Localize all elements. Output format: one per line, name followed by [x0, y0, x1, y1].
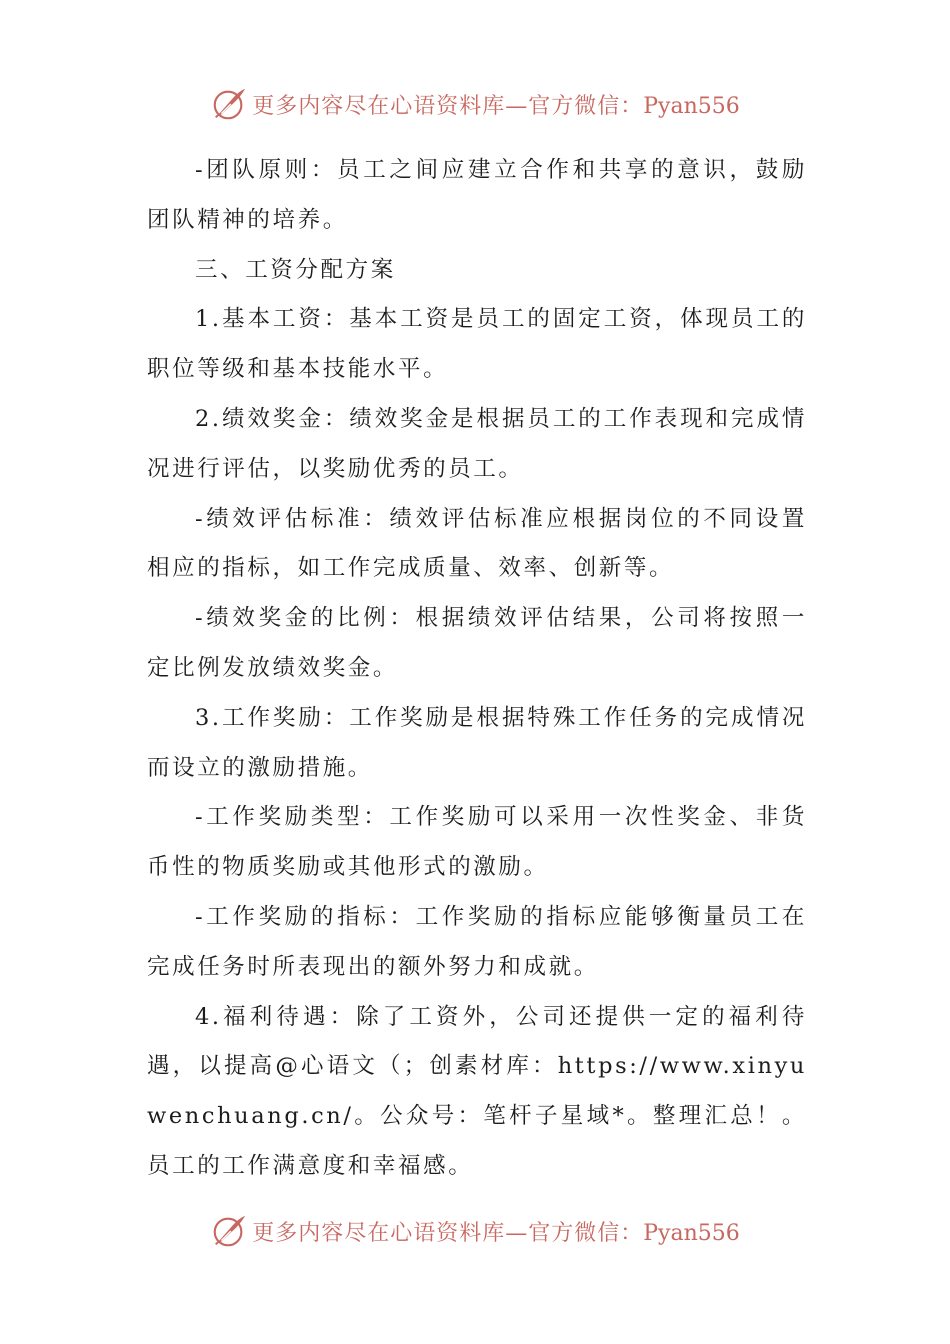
quill-logo-icon	[210, 85, 248, 123]
footer-banner	[0, 1209, 950, 1253]
document-body	[147, 146, 807, 1192]
paragraph-performance-criteria: -绩效评估标准：绩效评估标准应根据岗位的不同设置相应的指标，如工作完成质量、效率、创新等。	[147, 505, 807, 582]
header-wechat-label: 官方微信：	[528, 93, 644, 119]
header-banner-text	[252, 89, 740, 120]
header-dash: —	[505, 93, 529, 119]
paragraph-reward-types: -工作奖励类型：工作奖励可以采用一次性奖金、非货币性的物质奖励或其他形式的激励。	[147, 804, 807, 881]
footer-site-text: 更多内容尽在心语资料库	[252, 1220, 506, 1246]
quill-logo-icon	[210, 1212, 248, 1250]
header-banner	[0, 82, 950, 126]
paragraph-base-salary: 1.基本工资：基本工资是员工的固定工资，体现员工的职位等级和基本技能水平。	[147, 306, 807, 383]
footer-wechat-label: 官方微信：	[528, 1220, 644, 1246]
section-heading-salary-plan: 三、工资分配方案	[195, 256, 396, 283]
paragraph-performance-bonus: 2.绩效奖金：绩效奖金是根据员工的工作表现和完成情况进行评估，以奖励优秀的员工。	[147, 405, 807, 482]
paragraph-work-reward: 3.工作奖励：工作奖励是根据特殊工作任务的完成情况而设立的激励措施。	[147, 704, 807, 781]
footer-dash: —	[505, 1220, 529, 1246]
footer-banner-text	[252, 1216, 740, 1247]
paragraph-team-principle: -团队原则：员工之间应建立合作和共享的意识，鼓励团队精神的培养。	[147, 157, 807, 233]
paragraph-reward-metrics: -工作奖励的指标：工作奖励的指标应能够衡量员工在完成任务时所表现出的额外努力和成就。	[147, 903, 807, 980]
header-wechat-id: Pyan556	[643, 93, 740, 119]
paragraph-welfare: 4.福利待遇：除了工资外，公司还提供一定的福利待遇，以提高@心语文（；创素材库：https://www.xinyuwenchuang.cn/。公众号：笔杆子星域*。整理汇总！。员工的工作满意度和幸福感。	[147, 1003, 807, 1179]
header-site-text: 更多内容尽在心语资料库	[252, 93, 506, 119]
footer-wechat-id: Pyan556	[643, 1220, 740, 1246]
paragraph-bonus-ratio: -绩效奖金的比例：根据绩效评估结果，公司将按照一定比例发放绩效奖金。	[147, 605, 807, 681]
